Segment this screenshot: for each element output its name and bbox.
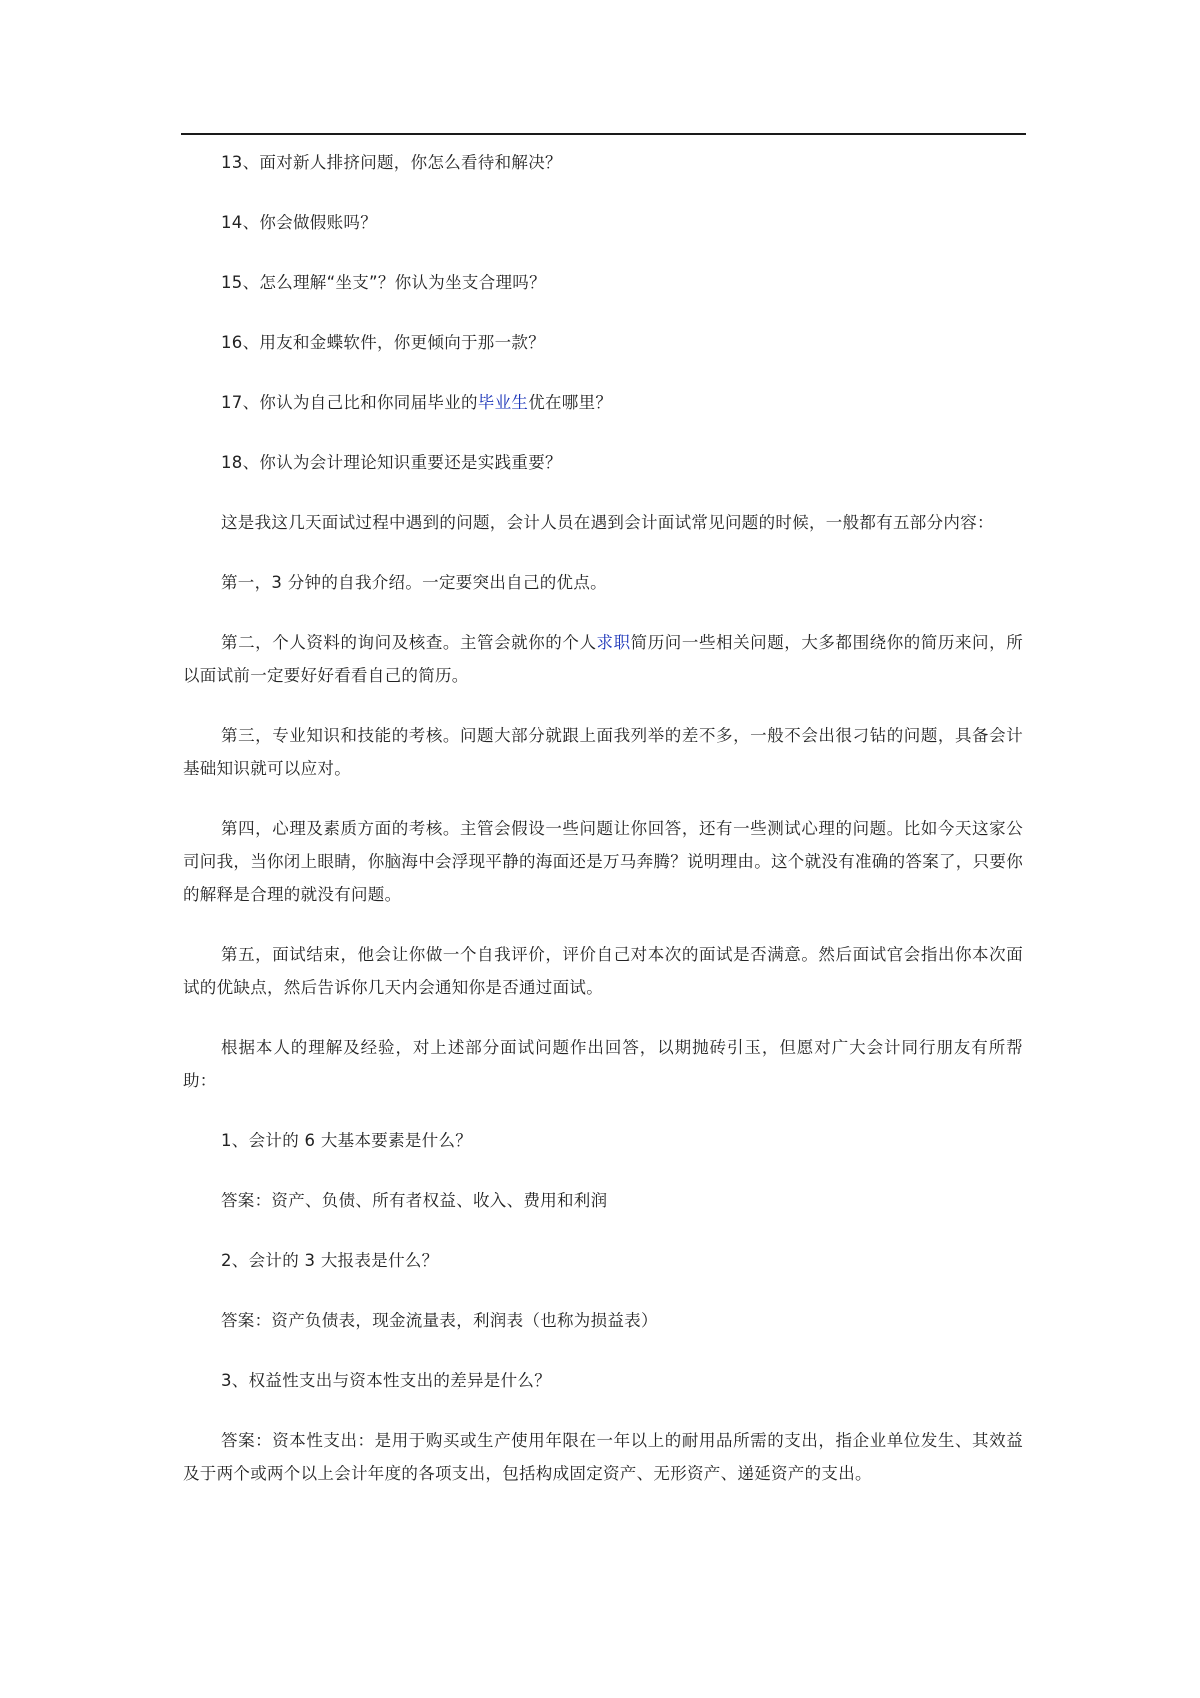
- question-15: 15、怎么理解“坐支”？你认为坐支合理吗？: [221, 273, 546, 292]
- part-1-paragraph: 第一，3 分钟的自我介绍。一定要突出自己的优点。: [221, 573, 607, 592]
- qa-question-1: 1、会计的 6 大基本要素是什么？: [221, 1131, 473, 1150]
- qa-answer-3: 答案：资本性支出：是用于购买或生产使用年限在一年以上的耐用品所需的支出，指企业单位发生、其效益及于两个或两个以上会计年度的各项支出，包括构成固定资产、无形资产、递延资产的支出。: [183, 1431, 1023, 1483]
- part-3-paragraph: 第三，专业知识和技能的考核。问题大部分就跟上面我列举的差不多，一般不会出很刁钻的问题，具备会计基础知识就可以应对。: [183, 726, 1023, 778]
- part-4-paragraph: 第四，心理及素质方面的考核。主管会假设一些问题让你回答，还有一些测试心理的问题。比如今天这家公司问我，当你闭上眼睛，你脑海中会浮现平静的海面还是万马奔腾？说明理由。这个就没有准确的答案了，只要你的解释是合理的就没有问题。: [183, 819, 1023, 904]
- question-14: 14、你会做假账吗？: [221, 213, 377, 232]
- graduate-link[interactable]: 毕业生: [477, 393, 529, 412]
- qa-answer-2: 答案：资产负债表，现金流量表，利润表（也称为损益表）: [221, 1311, 658, 1330]
- document-body: [183, 146, 1023, 1517]
- job-search-link[interactable]: 求职: [596, 633, 631, 652]
- question-17-text-after: 优在哪里？: [528, 393, 613, 412]
- top-horizontal-rule: [181, 133, 1026, 135]
- summary-paragraph: 根据本人的理解及经验，对上述部分面试问题作出回答，以期抛砖引玉，但愿对广大会计同行朋友有所帮助：: [183, 1038, 1023, 1090]
- qa-answer-1: 答案：资产、负债、所有者权益、收入、费用和利润: [221, 1191, 608, 1210]
- question-17-text-before: 17、你认为自己比和你同届毕业的: [221, 393, 478, 412]
- qa-question-3: 3、权益性支出与资本性支出的差异是什么？: [221, 1371, 551, 1390]
- question-17: [183, 386, 1023, 419]
- part-2-paragraph: [183, 626, 1023, 692]
- part-5-paragraph: 第五，面试结束，他会让你做一个自我评价，评价自己对本次的面试是否满意。然后面试官会指出你本次面试的优缺点，然后告诉你几天内会通知你是否通过面试。: [183, 945, 1023, 997]
- part-2-text-after: 简历问一些相关问题，大多都围绕你的简历来问，所以面试前一定要好好看看自己的简历。: [183, 633, 1023, 685]
- intro-paragraph: 这是我这几天面试过程中遇到的问题，会计人员在遇到会计面试常见问题的时候，一般都有五部分内容：: [221, 513, 994, 532]
- question-18: 18、你认为会计理论知识重要还是实践重要？: [221, 453, 562, 472]
- qa-question-2: 2、会计的 3 大报表是什么？: [221, 1251, 439, 1270]
- question-13: 13、面对新人排挤问题，你怎么看待和解决？: [221, 153, 562, 172]
- question-16: 16、用友和金蝶软件，你更倾向于那一款？: [221, 333, 545, 352]
- part-2-text-before: 第二，个人资料的询问及核查。主管会就你的个人: [221, 633, 597, 652]
